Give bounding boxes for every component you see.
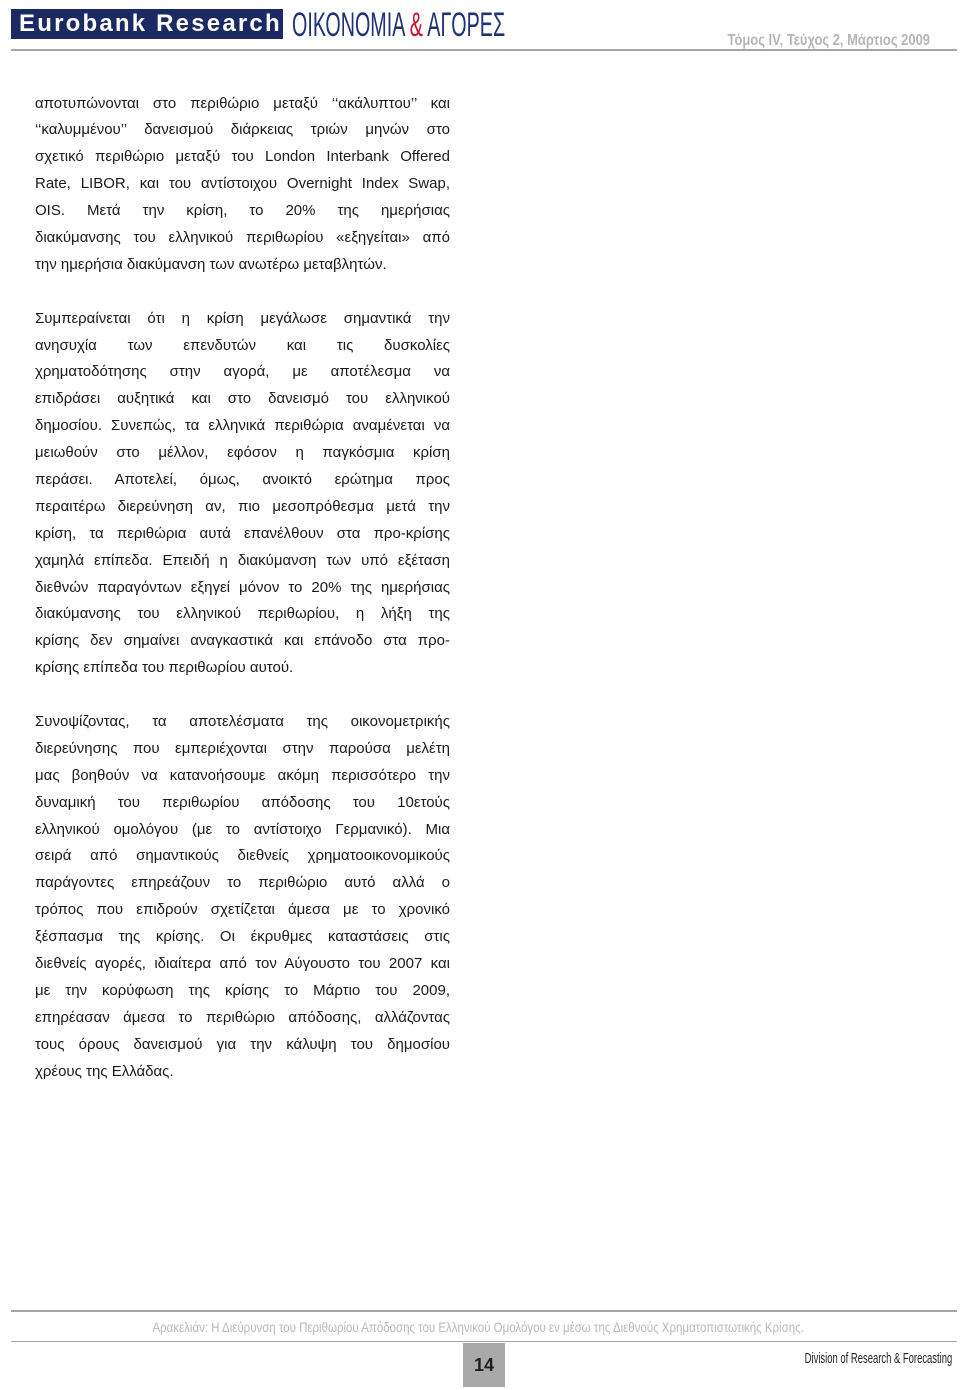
- header-rule: [11, 49, 957, 51]
- text-line: ‘‘καλυμμένου’’ δανεισμού διάρκειας τριών μηνών στο: [35, 121, 450, 139]
- text-line: σχετικό περιθώριο μεταξύ του London Interbank Offered: [35, 148, 450, 166]
- text-line: κρίσης δεν σημαίνει αναγκαστικά και επάνοδο στα προ-: [35, 632, 450, 650]
- publication-title: [292, 8, 505, 42]
- text-line: επηρέασαν άμεσα το περιθώριο απόδοσης, αλλάζοντας: [35, 1008, 450, 1026]
- text-line: κρίσης επίπεδα του περιθωρίου αυτού.: [35, 659, 294, 677]
- page-number-box: [463, 1343, 505, 1387]
- body-paragraph: [35, 91, 450, 279]
- text-line: διερεύνησης που εμπεριέχονται στην παρούσα μελέτη: [35, 739, 450, 757]
- text-line: χρέους της Ελλάδας.: [35, 1062, 174, 1080]
- text-line: μας βοηθούν να κατανοήσουμε ακόμη περισσότερο την: [35, 766, 450, 784]
- brand-box: [11, 9, 283, 39]
- text-line: την ημερήσια διακύμανση των ανωτέρω μεταβλητών.: [35, 255, 387, 273]
- text-line: Συμπεραίνεται ότι η κρίση μεγάλωσε σημαντικά την: [35, 309, 450, 327]
- body-paragraph: [35, 306, 450, 682]
- footer-rule-lower: [11, 1341, 957, 1342]
- text-line: τους όρους δανεισμού για την κάλυψη του δημοσίου: [35, 1035, 450, 1053]
- text-line: σειρά από σημαντικούς διεθνείς χρηματοοικονομικούς: [35, 847, 450, 865]
- body-paragraph: [35, 709, 450, 1085]
- text-line: χρηματοδότησης στην αγορά, με αποτέλεσμα να: [35, 363, 450, 381]
- text-line: ανησυχία των επενδυτών και τις δυσκολίες: [35, 336, 450, 354]
- division-name: Division of Research & Forecasting: [804, 1350, 952, 1367]
- text-line: μειωθούν στο μέλλον, εφόσον η παγκόσμια κρίση: [35, 444, 450, 462]
- title-ampersand: &: [409, 6, 423, 44]
- footer-rule: [11, 1310, 957, 1312]
- text-line: διακύμανσης του ελληνικού περιθωρίου, η λήξη της: [35, 605, 450, 623]
- text-line: χαμηλά επίπεδα. Επειδή η διακύμανση των υπό εξέταση: [35, 551, 450, 569]
- issue-info: Τόμος IV, Τεύχος 2, Μάρτιος 2009: [727, 32, 930, 49]
- publication-title-right: ΑΓΟΡΕΣ: [427, 6, 506, 44]
- body-text: [35, 91, 450, 1113]
- text-line: διακύμανσης του ελληνικού περιθωρίου «εξηγείται» από: [35, 228, 450, 246]
- text-line: ξέσπασμα της κρίσης. Οι έκρυθμες καταστάσεις στις: [35, 928, 450, 946]
- publication-title-left: ΟΙΚΟΝΟΜΙΑ: [292, 6, 405, 44]
- brand-name: Eurobank Research: [19, 10, 282, 37]
- page-number: 14: [473, 1355, 495, 1375]
- text-line: αποτυπώνονται στο περιθώριο μεταξύ ‘‘ακάλυπτου’’ και: [35, 94, 450, 112]
- text-line: OIS. Μετά την κρίση, το 20% της ημερήσιας: [35, 202, 450, 220]
- text-line: Συνοψίζοντας, τα αποτελέσματα της οικονομετρικής: [35, 712, 450, 730]
- text-line: Rate, LIBOR, και του αντίστοιχου Overnight Index Swap,: [35, 175, 450, 193]
- text-line: δυναμική του περιθωρίου απόδοσης του 10ετούς: [35, 793, 450, 811]
- text-line: ελληνικού ομολόγου (με το αντίστοιχο Γερμανικό). Μια: [35, 820, 450, 838]
- text-line: τρόπος που επιδρούν σχετίζεται άμεσα με το χρονικό: [35, 901, 450, 919]
- text-line: δημοσίου. Συνεπώς, τα ελληνικά περιθώρια αναμένεται να: [35, 417, 450, 435]
- footer-running-title-wrap: [0, 1319, 956, 1337]
- text-line: διεθνείς αγορές, ιδιαίτερα από τον Αύγουστο του 2007 και: [35, 955, 450, 972]
- text-line: επιδράσει αυξητικά και στο δανεισμό του ελληνικού: [35, 390, 450, 408]
- text-line: κρίση, τα περιθώρια αυτά επανέλθουν στα προ-κρίσης: [35, 524, 450, 542]
- text-line: περαιτέρω διερεύνηση αν, πιο μεσοπρόθεσμα μετά την: [35, 497, 450, 515]
- running-title: Αρακελιάν: Η Διεύρυνση του Περιθωρίου Απόδοσης του Ελληνικού Ομολόγου εν μέσω της Διεθνούς Χρηματοπιστωτικής Κρίσης.: [152, 1319, 804, 1335]
- text-line: με την κορύφωση της κρίσης το Μάρτιο του 2009,: [35, 981, 450, 999]
- text-line: διεθνών παραγόντων εξηγεί μόνον το 20% της ημερήσιας: [35, 578, 450, 596]
- text-line: παράγοντες επηρεάζουν το περιθώριο αυτό αλλά ο: [35, 874, 450, 892]
- text-line: περάσει. Αποτελεί, όμως, ανοικτό ερώτημα προς: [35, 470, 450, 488]
